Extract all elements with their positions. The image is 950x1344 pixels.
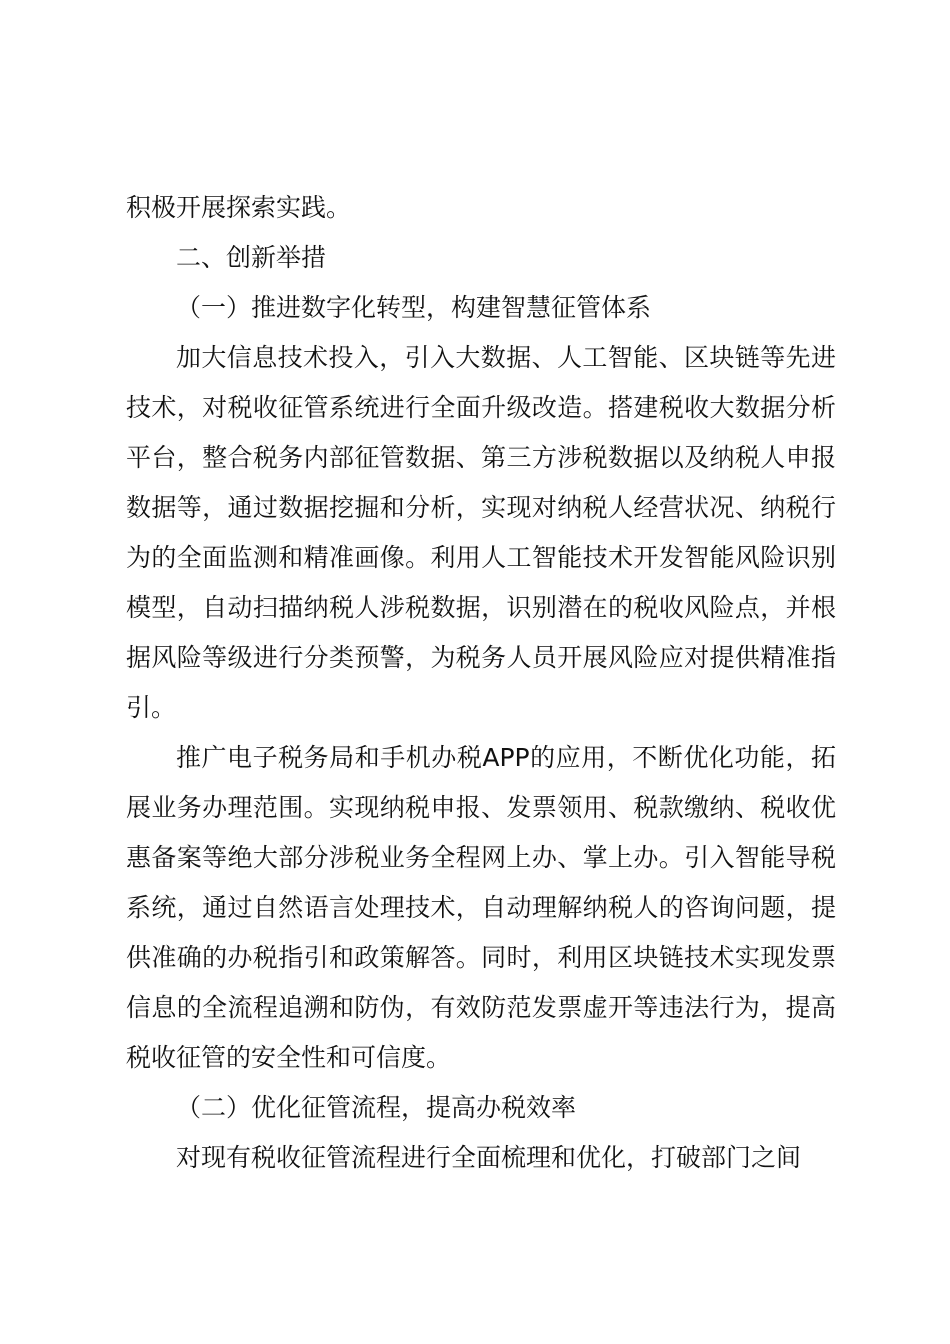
section-heading: 二、创新举措: [176, 243, 327, 272]
paragraph-continuation: 积极开展探索实践。: [126, 193, 352, 222]
subsection-heading: （二）优化征管流程，提高办税效率: [176, 1093, 577, 1122]
body-paragraph: 加大信息技术投入，引入大数据、人工智能、区块链等先进技术，对税收征管系统进行全面升级改造。搭建税收大数据分析平台，整合税务内部征管数据、第三方涉税数据以及纳税人申报数据等，通过数据挖掘和分析，实现对纳税人经营状况、纳税行为的全面监测和精准画像。利用人工智能技术开发智能风险识别模型，自动扫描纳税人涉税数据，识别潜在的税收风险点，并根据风险等级进行分类预警，为税务人员开展风险应对提供精准指引。: [126, 343, 836, 722]
body-paragraph: 推广电子税务局和手机办税APP的应用，不断优化功能，拓展业务办理范围。实现纳税申报、发票领用、税款缴纳、税收优惠备案等绝大部分涉税业务全程网上办、掌上办。引入智能导税系统，通过自然语言处理技术，自动理解纳税人的咨询问题，提供准确的办税指引和政策解答。同时，利用区块链技术实现发票信息的全流程追溯和防伪，有效防范发票虚开等违法行为，提高税收征管的安全性和可信度。: [126, 743, 836, 1072]
body-paragraph: 对现有税收征管流程进行全面梳理和优化，打破部门之间: [176, 1143, 802, 1172]
subsection-heading: （一）推进数字化转型，构建智慧征管体系: [176, 293, 652, 322]
document-body: [126, 183, 836, 1183]
